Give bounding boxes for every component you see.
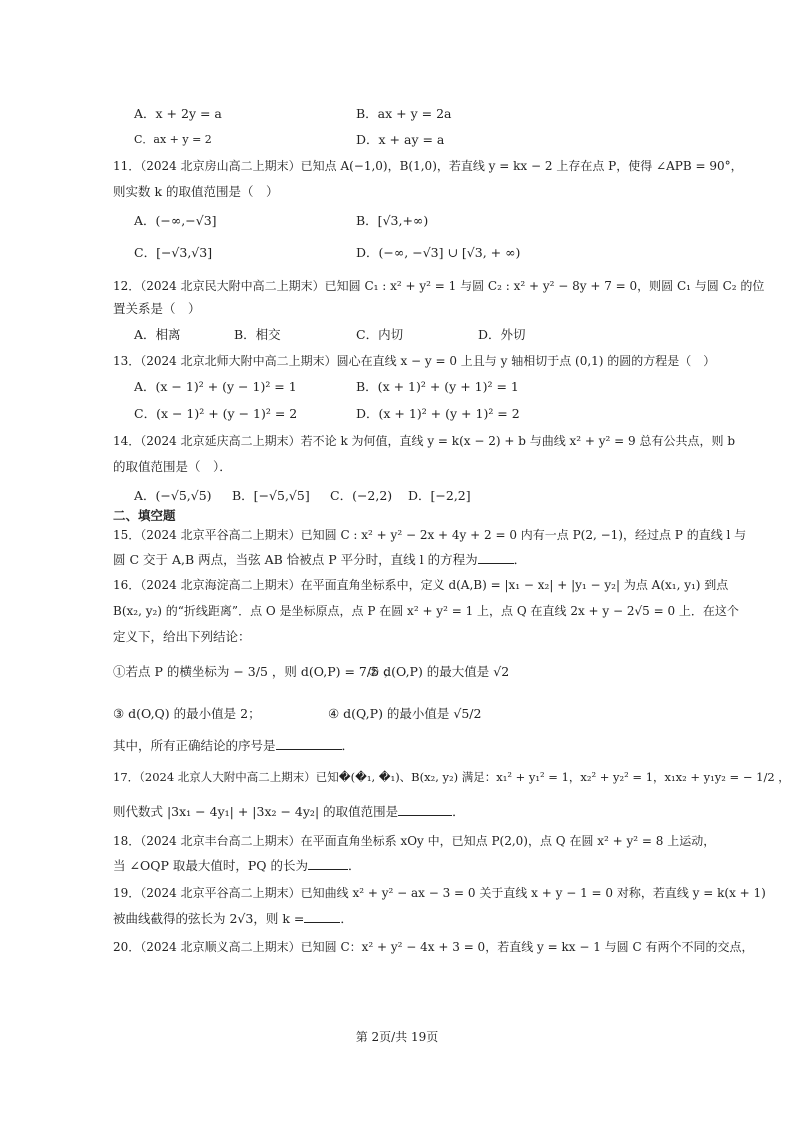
- q14-option-a: A．(−√5,√5): [134, 488, 212, 503]
- option-c: C．ax + y = 2: [134, 133, 212, 146]
- q18-stem: 18．（2024 北京丰台高二上期末）在平面直角坐标系 xOy 中，已知点 P(2,0)，点 Q 在圆 x² + y² = 8 上运动，: [113, 834, 716, 848]
- q13-option-c: C．(x − 1)² + (y − 1)² = 2: [134, 406, 298, 421]
- q19-end: ．: [340, 911, 353, 926]
- q11-option-d: D．(−∞, −√3] ∪ [√3, + ∞): [356, 245, 521, 260]
- answer-blank: [398, 803, 452, 816]
- q17-text: 则代数式 |3x₁ − 4y₁| + |3x₂ − 4y₂| 的取值范围是: [113, 804, 399, 819]
- q11-option-b: B．[√3,+∞): [356, 213, 429, 228]
- q18-end: ．: [347, 858, 361, 873]
- q11-option-c: C．[−√3,√3]: [134, 245, 213, 260]
- q13-stem: 13．（2024 北京北师大附中高二上期末）圆心在直线 x − y = 0 上且与 y 轴相切于点 (0,1) 的圆的方程是（ ）: [113, 354, 716, 368]
- option-b: B．ax + y = 2a: [356, 106, 452, 121]
- q16-end: ．: [341, 738, 355, 753]
- q17-stem-cont: [113, 803, 465, 821]
- page-number: 第 2页/共 19页: [355, 1030, 439, 1044]
- q11-stem-cont: 则实数 k 的取值范围是（ ）: [113, 184, 279, 199]
- q12-option-d: D．外切: [478, 327, 526, 342]
- q15-end: ．: [513, 552, 527, 567]
- q16-conclusion-4: ④ d(Q,P) 的最小值是 √5/2: [328, 706, 482, 721]
- q12-option-c: C．内切: [356, 327, 404, 342]
- q14-option-b: B．[−√5,√5]: [232, 488, 310, 503]
- q19-text: 被曲线截得的弦长为 2√3，则 k =: [113, 911, 305, 926]
- answer-blank: [304, 910, 340, 923]
- q12-option-a: A．相离: [134, 327, 181, 342]
- q13-option-b: B．(x + 1)² + (y + 1)² = 1: [356, 379, 519, 394]
- q12-stem-cont: 置关系是（ ）: [113, 301, 201, 316]
- q14-option-c: C．(−2,2): [330, 488, 393, 503]
- q12-option-b: B．相交: [234, 327, 281, 342]
- q13-option-a: A．(x − 1)² + (y − 1)² = 1: [134, 379, 297, 394]
- q14-stem: 14．（2024 北京延庆高二上期末）若不论 k 为何值，直线 y = k(x − 2) + b 与曲线 x² + y² = 9 总有公共点，则 b: [113, 434, 735, 448]
- q17-stem: 17．（2024 北京人大附中高二上期末）已知�(�₁, �₁)、B(x₂, y₂) 满足：x₁² + y₁² = 1，x₂² + y₂² = 1，x₁x₂ + y₁y₂ = − 1/2 ，: [113, 770, 790, 784]
- q16-stem-cont2: 定义下，给出下列结论：: [113, 629, 251, 644]
- q16-stem-cont: B(x₂, y₂) 的“折线距离”．点 O 是坐标原点，点 P 在圆 x² + y² = 1 上，点 Q 在直线 2x + y − 2√5 = 0 上．在这个: [113, 604, 739, 618]
- q11-stem: 11．（2024 北京房山高二上期末）已知点 A(−1,0)，B(1,0)，若直线 y = kx − 2 上存在点 P，使得 ∠APB = 90°，: [113, 159, 743, 173]
- q15-stem: 15．（2024 北京平谷高二上期末）已知圆 C : x² + y² − 2x + 4y + 2 = 0 内有一点 P(2, −1)，经过点 P 的直线 l 与: [113, 528, 747, 542]
- q16-conclusion-2: ② d(O,P) 的最大值是 √2: [368, 664, 510, 679]
- q17-end: ．: [452, 804, 465, 819]
- q16-question: [113, 737, 354, 755]
- q14-stem-cont: 的取值范围是（ ）．: [113, 459, 232, 474]
- q12-stem: 12．（2024 北京民大附中高二上期末）已知圆 C₁ : x² + y² = 1 与圆 C₂ : x² + y² − 8y + 7 = 0，则圆 C₁ 与圆 C₂ 的位: [113, 279, 765, 293]
- q13-option-d: D．(x + 1)² + (y + 1)² = 2: [356, 406, 520, 421]
- q18-stem-cont: [113, 857, 360, 875]
- answer-blank: [276, 737, 342, 750]
- q18-text: 当 ∠OQP 取最大值时，PQ 的长为: [113, 858, 308, 873]
- q19-stem: 19．（2024 北京平谷高二上期末）已知曲线 x² + y² − ax − 3 = 0 关于直线 x + y − 1 = 0 对称，若直线 y = k(x + 1): [113, 886, 766, 900]
- q16-conclusion-3: ③ d(O,Q) 的最小值是 2；: [113, 706, 261, 721]
- q11-option-a: A．(−∞,−√3]: [134, 213, 217, 228]
- section-heading-fill-in: 二、填空题: [113, 509, 176, 523]
- q20-stem: 20．（2024 北京顺义高二上期末）已知圆 C：x² + y² − 4x + 3 = 0，若直线 y = kx − 1 与圆 C 有两个不同的交点，: [113, 940, 754, 954]
- q19-stem-cont: [113, 910, 353, 928]
- option-d: D．x + ay = a: [356, 132, 445, 147]
- q15-stem-cont: [113, 551, 526, 569]
- answer-blank: [308, 857, 348, 870]
- option-a: A．x + 2y = a: [134, 106, 222, 121]
- q15-text: 圆 C 交于 A,B 两点，当弦 AB 恰被点 P 平分时，直线 l 的方程为: [113, 552, 478, 567]
- answer-blank: [478, 551, 514, 564]
- q16-conclusion-1: ①若点 P 的横坐标为 − 3/5 ，则 d(O,P) = 7/5 ；: [113, 664, 396, 679]
- q16-stem: 16．（2024 北京海淀高二上期末）在平面直角坐标系中，定义 d(A,B) = |x₁ − x₂| + |y₁ − y₂| 为点 A(x₁, y₁) 到点: [113, 578, 729, 592]
- q14-option-d: D．[−2,2]: [408, 488, 471, 503]
- q16-question-text: 其中，所有正确结论的序号是: [113, 738, 276, 753]
